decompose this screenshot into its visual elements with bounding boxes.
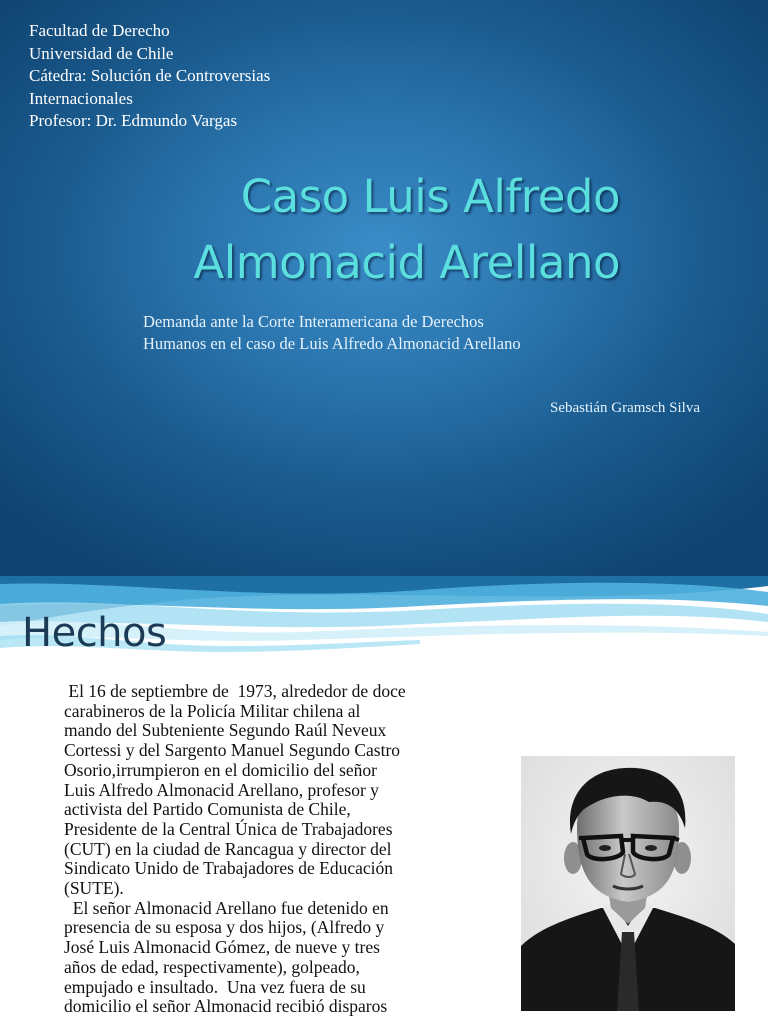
text-line: El 16 de septiembre de 1973, alrededor de doce xyxy=(64,681,406,701)
institution-line: Internacionales xyxy=(29,88,133,108)
text-line: José Luis Almonacid Gómez, de nueve y tres xyxy=(64,937,380,958)
institution-line: Universidad de Chile xyxy=(29,43,174,63)
institution-block xyxy=(29,20,449,133)
text-line: Luis Alfredo Almonacid Arellano, profesor y xyxy=(64,779,379,800)
portrait-photo xyxy=(521,756,735,1011)
facts-paragraph xyxy=(64,682,514,1017)
text-line: El señor Almonacid Arellano fue detenido en xyxy=(64,897,389,918)
slide-heading: Hechos xyxy=(22,610,167,656)
text-line: empujado e insultado. Una vez fuera de su xyxy=(64,976,366,997)
institution-line: Profesor: Dr. Edmundo Vargas xyxy=(29,111,238,130)
title-line-2: Almonacid Arellano xyxy=(193,236,620,289)
author-name: Sebastián Gramsch Silva xyxy=(550,400,700,416)
text-line: años de edad, respectivamente), golpeado, xyxy=(64,956,360,977)
presentation-subtitle xyxy=(143,311,643,354)
text-line: (CUT) en la ciudad de Rancagua y director del xyxy=(64,838,392,859)
text-line: Presidente de la Central Única de Trabajadores xyxy=(64,818,393,839)
presentation-title xyxy=(0,164,748,296)
title-line-1: Caso Luis Alfredo xyxy=(240,170,620,223)
text-line: domicilio el señor Almonacid recibió disparos xyxy=(64,996,388,1017)
institution-line: Facultad de Derecho xyxy=(29,21,170,40)
subtitle-line: Humanos en el caso de Luis Alfredo Almonacid Arellano xyxy=(143,333,521,353)
text-line: Cortessi y del Sargento Manuel Segundo Castro xyxy=(64,740,401,761)
portrait-image xyxy=(521,756,735,1011)
text-line: Osorio,irrumpieron en el domicilio del señor xyxy=(64,759,377,780)
text-line: activista del Partido Comunista de Chile, xyxy=(64,799,351,820)
text-line: presencia de su esposa y dos hijos, (Alfredo y xyxy=(64,917,385,938)
text-line: carabineros de la Policía Militar chilena al xyxy=(64,700,361,721)
institution-line: Cátedra: Solución de Controversias xyxy=(29,66,271,85)
text-line: mando del Subteniente Segundo Raúl Neveux xyxy=(64,720,387,741)
text-line: Sindicato Unido de Trabajadores de Educación xyxy=(64,858,394,879)
facts-slide xyxy=(0,576,768,1024)
text-line: (SUTE). xyxy=(64,878,124,899)
subtitle-line: Demanda ante la Corte Interamericana de Derechos xyxy=(143,312,484,331)
